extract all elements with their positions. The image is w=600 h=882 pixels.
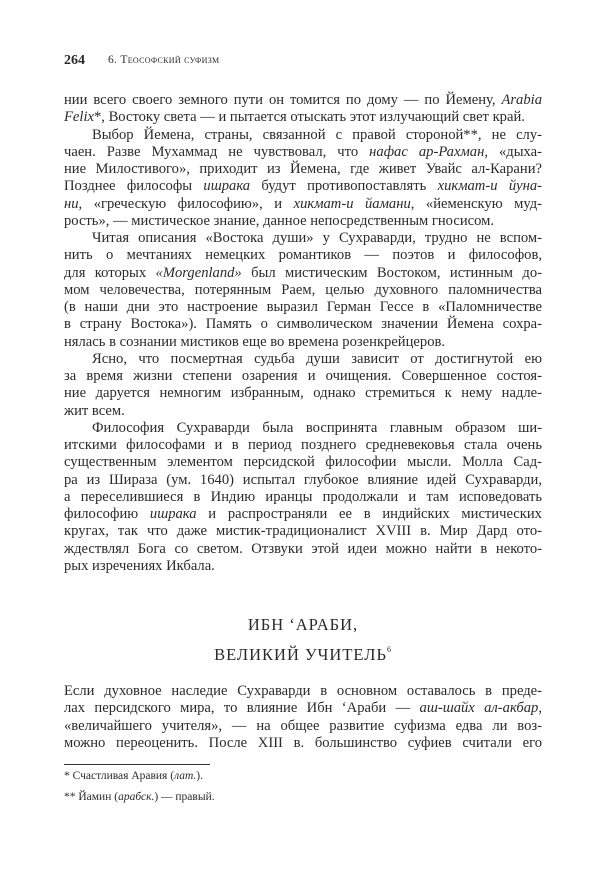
text-run: (в наши дни это настроение выразил Герман Гессе в «Паломничестве [64, 299, 542, 315]
text-run: существенным элементом персидской философии мысли. Молла Сад- [64, 454, 542, 471]
text-run: Читая описания «Востока души» у Сухраварди, трудно не вспом- [92, 230, 542, 246]
text-line [64, 196, 542, 213]
text-line [64, 316, 542, 333]
text-line [64, 109, 542, 126]
text-run: нии всего своего земного пути он томится по дому — по Йемену, [64, 92, 502, 108]
text-line [64, 282, 542, 299]
footnote-text: Счастливая Аравия ( [72, 770, 175, 782]
text-line [64, 178, 542, 195]
text-run: *, Востоку света — и пытается отыскать этот излучающий свет край. [93, 109, 525, 126]
italic-term: хикмат-и йуна- [437, 178, 542, 195]
text-line [64, 127, 542, 144]
text-run: за время жизни степени озарения и очищения. Совершенное состоя- [64, 368, 542, 384]
text-run: философию [64, 506, 150, 522]
text-line [64, 144, 542, 161]
text-line [64, 523, 542, 540]
text-run: рость», — мистическое знание, данное непосредственным гносисом. [64, 212, 495, 229]
text-run: в страну Востока»). Память о символическом значении Йемена сохра- [64, 316, 542, 333]
italic-term: Felix [64, 109, 94, 126]
text-run: итскими философами и в период позднего средневековья стала очень [64, 437, 542, 453]
text-run: можно переоценить. После XIII в. большинство суфиев считали его [64, 734, 542, 751]
text-line [64, 351, 542, 368]
italic-term: хикмат-и йамани [293, 195, 411, 212]
footnote-tail: ) — правый. [154, 791, 215, 803]
footnote-divider [64, 764, 210, 765]
heading-line-2-text: ВЕЛИКИЙ УЧИТЕЛЬ [214, 645, 387, 664]
footnote-mark: * [64, 770, 73, 782]
text-line [64, 265, 542, 282]
text-run: Если духовное наследие Сухраварди в основном оставалось в преде- [64, 683, 542, 699]
text-run: а переселившиеся в Индию иранцы продолжали и там исповедовать [64, 488, 542, 505]
italic-term: нафас ар-Рахман [369, 143, 485, 160]
text-line [64, 247, 542, 264]
text-line [64, 368, 542, 385]
italic-term: Arabia [501, 92, 542, 108]
text-line [64, 558, 542, 575]
text-run: , «греческую философию», и [78, 195, 294, 212]
italic-term: аш-шайх ал-акбар [419, 700, 539, 717]
text-line [64, 683, 542, 700]
text-run: кругах, так что даже мистик-традиционалист XVIII в. Мир Дард ото- [64, 523, 542, 540]
text-run: мом человечества, потерянным Раем, целью духовного паломничества [64, 281, 542, 298]
text-run: Выбор Йемена, страны, связанной с правой стороной**, не слу- [92, 126, 542, 143]
text-run: нялась в сознании мистиков еще во времена розенкрейцеров. [64, 333, 446, 350]
text-run: жит всем. [64, 402, 125, 419]
text-line [64, 541, 542, 558]
text-run: ние Милостивого», приходит из Йемена, где живет Увайс ал-Карани? [64, 161, 542, 177]
text-line [64, 718, 542, 735]
text-line [64, 403, 542, 420]
text-run: чаен. Разве Мухаммад не чувствовал, что [64, 143, 370, 160]
footnote-italic: лат. [174, 770, 197, 782]
text-run: был мистическим Востоком, истинным до- [241, 264, 542, 281]
text-line [64, 92, 542, 109]
section-heading [64, 612, 542, 667]
text-line [64, 454, 542, 471]
text-run: , [538, 700, 542, 717]
text-run: , «йеменскую муд- [410, 195, 543, 212]
text-run: Позднее философы [64, 178, 204, 195]
footnote-italic: арабск. [118, 791, 155, 803]
text-run: «величайшего учителя», — на общее развитие суфизма едва ли воз- [64, 717, 542, 734]
chapter-title: 6. Теософский суфизм [108, 54, 220, 66]
footnote-mark: ** [64, 791, 79, 803]
text-line [64, 230, 542, 247]
italic-term: «Morgenland» [155, 264, 242, 281]
text-run: ние даруется немногим избранным, однако стремиться к нему надле- [64, 385, 542, 402]
text-line [64, 334, 542, 351]
text-run: лах персидского мира, то влияние Ибн ‘Араби — [64, 700, 420, 717]
text-run: Философия Сухраварди была воспринята главным образом ши- [92, 419, 542, 436]
heading-line-2 [64, 637, 542, 667]
footnote-2 [64, 791, 215, 803]
text-run: нить о мечтаниях немецких романтиков — поэтов и философов, [64, 247, 542, 264]
text-line [64, 472, 542, 489]
text-run: рых изречениях Икбала. [64, 557, 215, 574]
text-run: будут противопоставлять [250, 178, 438, 195]
italic-term: ишрака [149, 506, 197, 522]
text-line [64, 437, 542, 454]
text-line [64, 299, 542, 316]
text-run: ждествлял Бога со светом. Отзвуки этой идеи можно найти в некото- [64, 540, 542, 557]
page-number: 264 [64, 53, 85, 68]
footnote-1 [64, 770, 203, 782]
text-run: , «дыха- [484, 143, 542, 160]
text-line [64, 735, 542, 752]
text-run: ра из Шираза (ум. 1640) испытал глубокое влияние идей Сухраварди, [64, 471, 542, 488]
text-line [64, 161, 542, 178]
heading-line-1: ИБН ‘АРАБИ, [247, 615, 359, 634]
text-line [64, 213, 542, 230]
text-run: для которых [64, 264, 156, 281]
text-line [64, 700, 542, 717]
text-line [64, 489, 542, 506]
body-text-section-1 [64, 92, 542, 575]
running-header [64, 53, 220, 69]
body-text-section-2 [64, 683, 542, 752]
footnote-text: Йамин ( [78, 791, 119, 803]
footnote-ref[interactable]: 6 [386, 645, 392, 654]
text-run: Ясно, что посмертная судьба души зависит от достигнутой ею [92, 350, 542, 367]
text-line [64, 385, 542, 402]
text-run: и распространяли ее в индийских мистических [196, 506, 542, 522]
footnote-tail: ). [196, 770, 204, 782]
italic-term: ни [64, 195, 79, 212]
text-line [64, 420, 542, 437]
text-line [64, 506, 542, 523]
italic-term: ишрака [203, 178, 251, 195]
